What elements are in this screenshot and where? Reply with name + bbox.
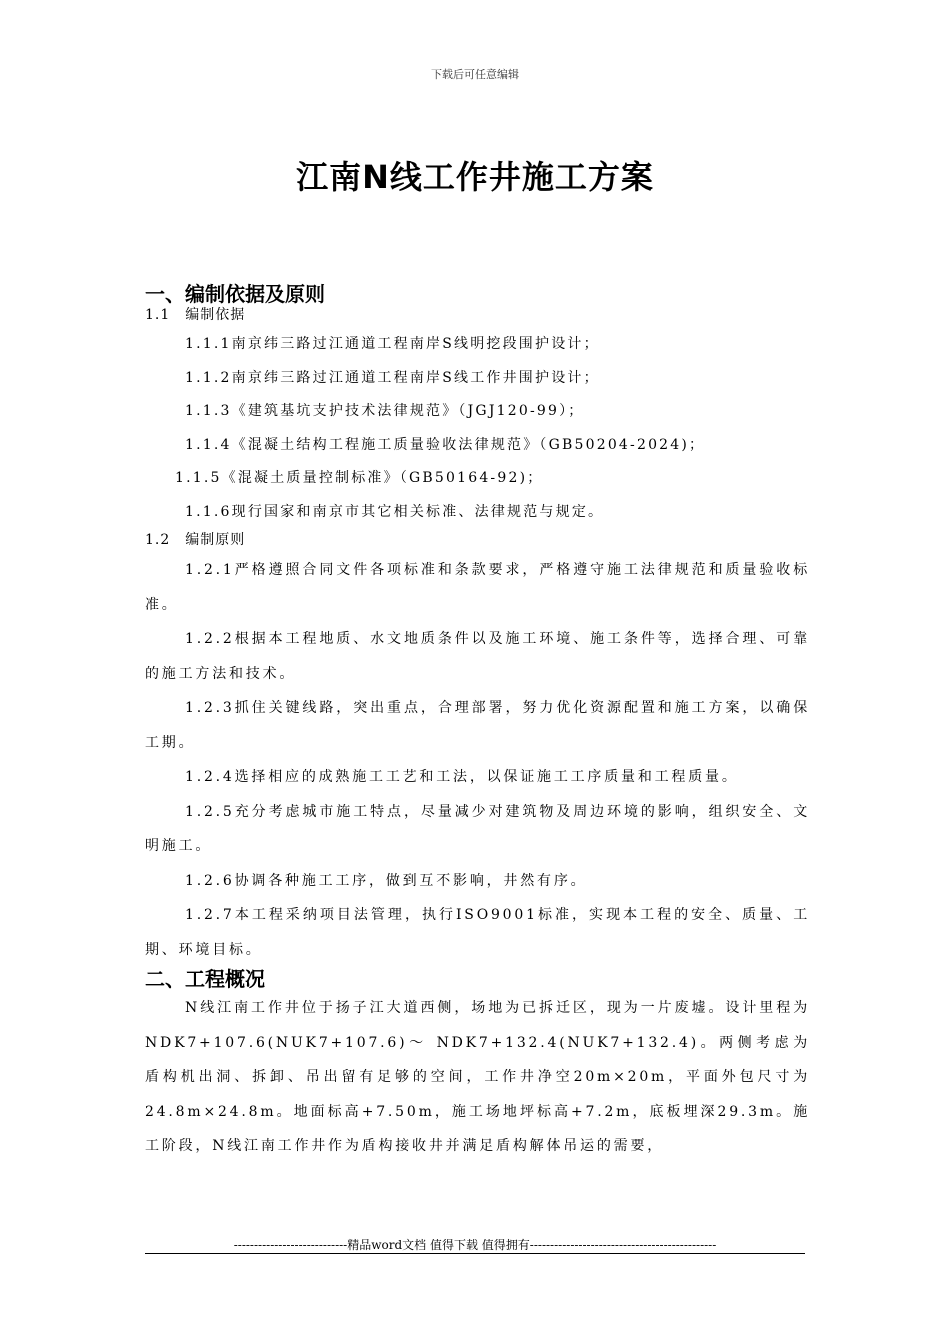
principle-item: 1.2.4选择相应的成熟施工工艺和工法，以保证施工工序质量和工程质量。 bbox=[185, 769, 739, 785]
basis-item: 1.1.4《混凝土结构工程施工质量验收法律规范》（GB50204-2024)； bbox=[185, 436, 706, 453]
overview-paragraph: N线江南工作井位于扬子江大道西侧，场地为已拆迁区，现为一片废墟。设计里程为NDK7+107.6(NUK7+107.6)～ NDK7+132.4(NUK7+132.4)。两侧考虑为盾构机出洞、拆卸、吊出留有足够的空间，工作井净空20m×20m，平面外包尺寸为24.8m×24.8m。地面标高+7.50m，施工场地坪标高+7.2m，底板埋深29.3m。施工阶段，N线江南工作井作为盾构接收井并满足盾构解体吊运的需要， bbox=[145, 1000, 810, 1154]
principle-item: 1.2.2根据本工程地质、水文地质条件以及施工环境、施工条件等，选择合理、可靠的施工方法和技术。 bbox=[145, 631, 810, 682]
document-title: 江南N线工作井施工方案 bbox=[296, 158, 654, 196]
footer-divider bbox=[145, 1253, 805, 1254]
principle-item: 1.2.7本工程采纳项目法管理，执行ISO9001标准，实现本工程的安全、质量、工期、环境目标。 bbox=[145, 907, 810, 958]
header-note: 下载后可任意编辑 bbox=[431, 68, 519, 81]
principle-item: 1.2.5充分考虑城市施工特点，尽量减少对建筑物及周边环境的影响，组织安全、文明施工。 bbox=[145, 803, 810, 854]
basis-item: 1.1.1南京纬三路过江通道工程南岸S线明挖段围护设计； bbox=[185, 336, 600, 352]
basis-item: 1.1.5《混凝土质量控制标准》（GB50164-92)； bbox=[175, 470, 544, 486]
basis-item: 1.1.2南京纬三路过江通道工程南岸S线工作井围护设计； bbox=[185, 369, 600, 386]
document-body bbox=[145, 282, 810, 1164]
principle-item: 1.2.3抓住关键线路，突出重点，合理部署，努力优化资源配置和施工方案，以确保工期。 bbox=[145, 700, 810, 751]
basis-item: 1.1.6现行国家和南京市其它相关标准、法律规范与规定。 bbox=[185, 503, 605, 520]
section-heading-basis: 一、编制依据及原则 bbox=[145, 282, 325, 306]
subsection-heading-principles: 1.2 编制原则 bbox=[145, 532, 246, 548]
section-heading-overview: 二、工程概况 bbox=[145, 967, 265, 991]
subsection-heading-basis: 1.1 编制依据 bbox=[145, 307, 246, 323]
basis-item: 1.1.3《建筑基坑支护技术法律规范》（JGJ120-99）； bbox=[185, 403, 585, 419]
principle-item: 1.2.1严格遵照合同文件各项标准和条款要求，严格遵守施工法律规范和质量验收标准。 bbox=[145, 562, 810, 613]
footer-note: ----------------------------精品word文档 值得下载 值得拥有---------------------------------------------- bbox=[233, 1238, 717, 1252]
principle-item: 1.2.6协调各种施工工序，做到互不影响，井然有序。 bbox=[185, 872, 588, 889]
